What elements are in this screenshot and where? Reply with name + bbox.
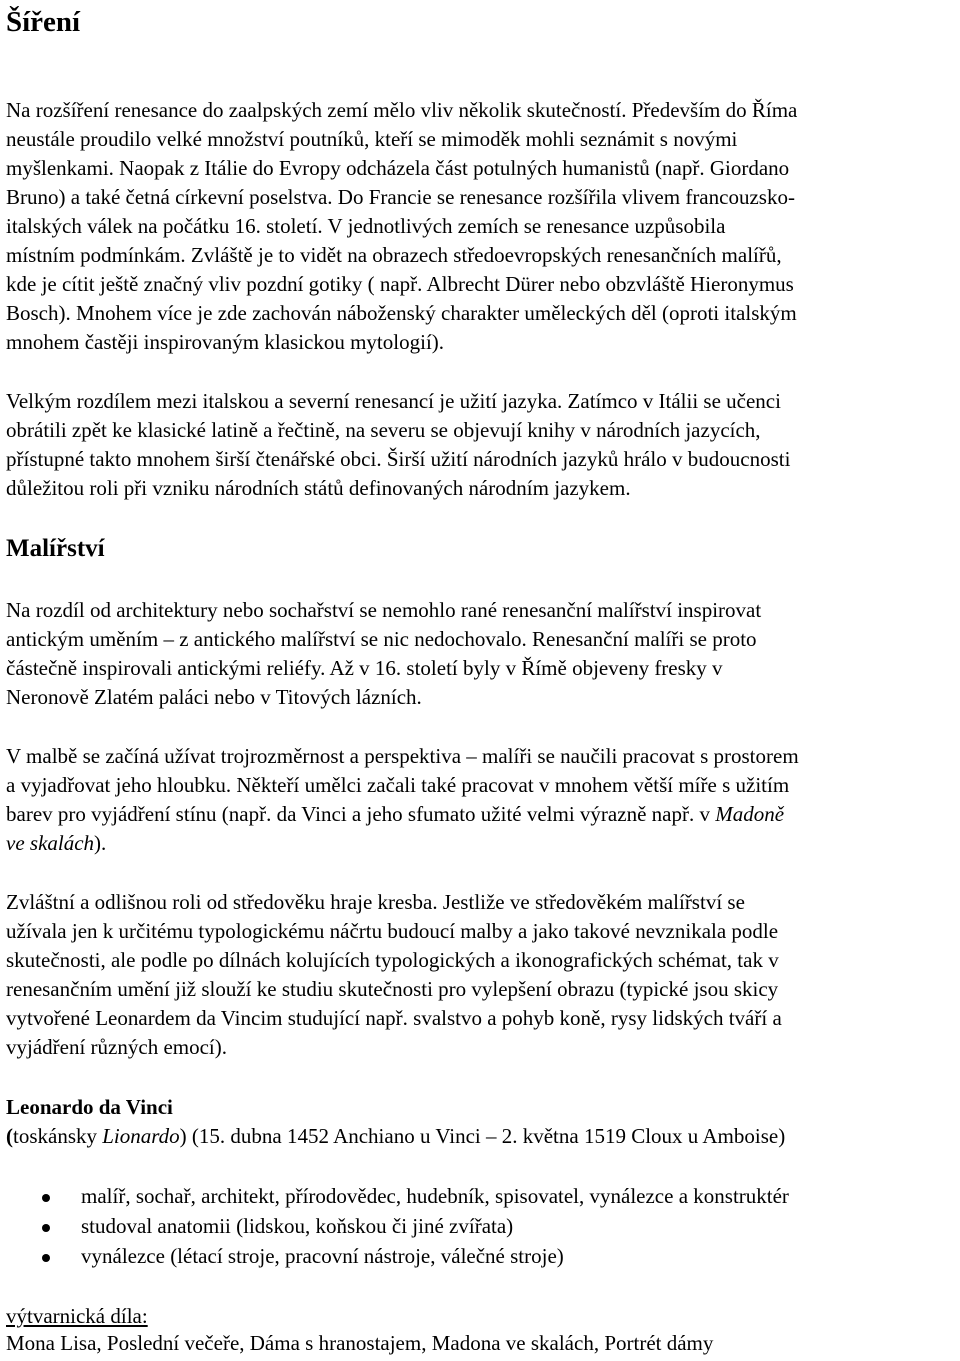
works-label: výtvarnická díla:	[6, 1304, 148, 1328]
paragraph-line: důležitou roli při vzniku národních států definovaných národním jazykem.	[6, 476, 631, 500]
paragraph-line: mnohem častěji inspirovaným klasickou mytologií).	[6, 330, 445, 354]
paragraph-line: skutečnosti, ale podle po dílnách kolujících typologických a ikonografických schémat, tak v	[6, 948, 779, 972]
works-list: Mona Lisa, Poslední večeře, Dáma s hranostajem, Madona ve skalách, Portrét dámy	[6, 1331, 714, 1355]
paragraph-line: Neronově Zlatém paláci nebo v Titových lázních.	[6, 685, 422, 709]
heading-sireni: Šíření	[6, 6, 81, 38]
paragraph-line: místním podmínkám. Zvláště je to vidět na obrazech středoevropských renesančních malířů,	[6, 243, 782, 267]
paragraph-line: kde je cítit ještě značný vliv pozdní gotiky ( např. Albrecht Dürer nebo obzvláště Hieronymus	[6, 272, 794, 296]
leonardo-dates	[6, 1122, 785, 1151]
italic-title: Madoně	[715, 802, 785, 826]
text-run: barev pro vyjádření stínu (např. da Vinci a jeho sfumato užité velmi výrazně např. v	[6, 802, 716, 826]
paragraph-line: Na rozdíl od architektury nebo sochařství se nemohlo rané renesanční malířství inspirovat	[6, 598, 762, 622]
paragraph-line: antickým uměním – z antického malířství se nic nedochovalo. Renesanční malíři se proto	[6, 627, 757, 651]
paragraph-line: Velkým rozdílem mezi italskou a severní renesancí je užití jazyka. Zatímco v Itálii se učenci	[6, 389, 781, 413]
paragraph-line: Zvláštní a odlišnou roli od středověku hraje kresba. Jestliže ve středověkém malířství se	[6, 890, 745, 914]
paragraph-line: renesančním umění již slouží ke studiu skutečnosti pro vylepšení obrazu (typické jsou skicy	[6, 977, 779, 1001]
paragraph-line: neustále proudilo velké množství poutníků, kteří se mimoděk mohli seznámit s novými	[6, 127, 738, 151]
text-run: toskánsky	[13, 1124, 103, 1148]
text-run: (	[6, 1124, 13, 1148]
bullet-dot	[42, 1224, 50, 1232]
bullet-dot	[42, 1254, 50, 1262]
italic-title: ve skalách	[6, 831, 95, 855]
paragraph-line: obrátili zpět ke klasické latině a řečtině, na severu se objevují knihy v národních jazycích,	[6, 418, 761, 442]
list-item: vynálezce (létací stroje, pracovní nástroje, válečné stroje)	[81, 1244, 564, 1268]
paragraph-line: Bruno) a také četná církevní poselstva. Do Francie se renesance rozšířila vlivem francouzsko-	[6, 185, 795, 209]
list-item: studoval anatomii (lidskou, koňskou či jiné zvířata)	[81, 1214, 514, 1238]
paragraph-line: italských válek na počátku 16. století. V jednotlivých zemích se renesance uzpůsobila	[6, 214, 726, 238]
paragraph-line: Bosch). Mnohem více je zde zachován náboženský charakter uměleckých děl (oproti italským	[6, 301, 797, 325]
text-run: ).	[94, 831, 107, 855]
paragraph-line	[6, 829, 106, 858]
paragraph-line: přístupné takto mnohem širší čtenářské obci. Širší užití národních jazyků hrálo v budoucnosti	[6, 447, 791, 471]
paragraph-line: myšlenkami. Naopak z Itálie do Evropy odcházela část potulných humanistů (např. Giordano	[6, 156, 790, 180]
list-item: malíř, sochař, architekt, přírodovědec, hudebník, spisovatel, vynálezce a konstruktér	[81, 1184, 789, 1208]
paragraph-line: částečně inspirovali antickými reliéfy. Až v 16. století byly v Římě objeveny fresky v	[6, 656, 723, 680]
paragraph-line: užívala jen k určitému typologickému náčrtu budoucí malby a jako takové nevznikala podle	[6, 919, 779, 943]
paragraph-line: a vyjadřovat jeho hloubku. Někteří umělci začali také pracovat v mnohem větší míře s užitím	[6, 773, 790, 797]
bullet-dot	[42, 1194, 50, 1202]
italic-name: Lionardo	[102, 1124, 180, 1148]
text-run: ) (15. dubna 1452 Anchiano u Vinci – 2. května 1519 Cloux u Amboise)	[179, 1124, 786, 1148]
paragraph-line	[6, 800, 784, 829]
paragraph-line: V malbě se začíná užívat trojrozměrnost a perspektiva – malíři se naučili pracovat s prostorem	[6, 744, 799, 768]
paragraph-line: vytvořené Leonardem da Vincim studující např. svalstvo a pohyb koně, rysy lidských tváří a	[6, 1006, 782, 1030]
leonardo-heading: Leonardo da Vinci	[6, 1095, 173, 1119]
heading-malirstvi: Malířství	[6, 535, 105, 562]
paragraph-line: vyjádření různých emocí).	[6, 1035, 227, 1059]
paragraph-line: Na rozšíření renesance do zaalpských zemí mělo vliv několik skutečností. Především do Říma	[6, 98, 798, 122]
